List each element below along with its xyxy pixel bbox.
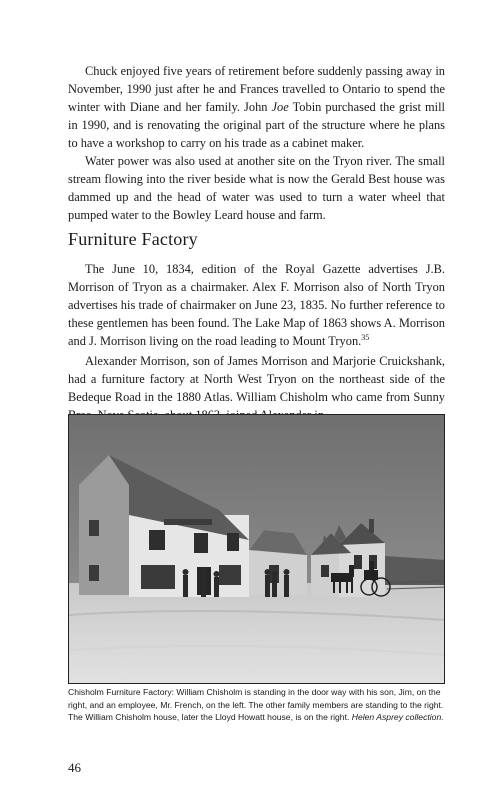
photo-caption [68, 686, 445, 724]
footnote-marker: 35 [361, 332, 370, 342]
paragraph-chairmakers [68, 260, 445, 350]
section-heading: Furniture Factory [68, 229, 198, 249]
paragraph-water-power: Water power was also used at another site on the Tryon river. The small stream flowing into the river beside what is now the Gerald Best house was dammed up and the head of water was used to turn a water wheel that pumped water to the Bowley Leard house and farm. [68, 154, 445, 222]
photo-illustration [69, 415, 445, 684]
paragraph-text: The June 10, 1834, edition of the Royal Gazette advertises J.B. Morrison of Tryon as a chairmaker. Alex F. Morrison also of North Tryon advertises his trade of chairmaker on June 23, 1835. No further reference to these gentlemen has been found. The Lake Map of 1863 shows A. Morrison and J. Morrison living on the road leading to Mount Tryon. [68, 262, 445, 348]
page-number: 46 [68, 760, 81, 775]
caption-text: Chisholm Furniture Factory: William Chisholm is standing in the door way with his son, Jim, on the right, and an employee, Mr. French, on the left. The other family members are standing to the right. The William Chisholm house, later the Lloyd Howatt house, is on the right. [68, 687, 444, 722]
paragraph-text: Chuck enjoyed five years of retirement before suddenly passing away in November, 1990 just after he and Frances travelled to Ontario to spend the winter with Diane and her family. John [68, 64, 445, 114]
paragraph-text: Tobin purchased the grist mill in 1990, and is renovating the original part of the structure where he plans to have a workshop to carry on his trade as a cabinet maker. [68, 100, 445, 150]
photo-credit: Helen Asprey collection. [351, 712, 444, 722]
nickname-italic: Joe [271, 100, 289, 114]
historical-photo [68, 414, 445, 684]
paragraph-retirement [68, 62, 445, 152]
paragraph-morrison: Alexander Morrison, son of James Morrison and Marjorie Cruickshank, had a furniture factory at North West Tryon on the northeast side of the Bedeque Road in the 1880 Atlas. William Chisholm who came from Sunny [68, 354, 445, 404]
